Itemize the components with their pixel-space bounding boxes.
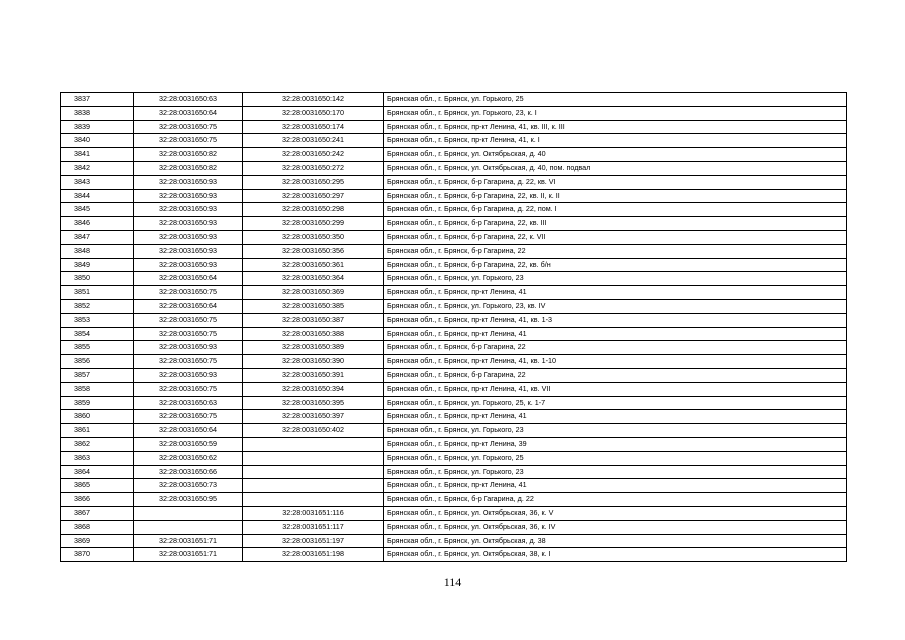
object-cadastral-cell: 32:28:0031650:350	[243, 230, 384, 244]
table-row	[61, 286, 847, 300]
object-cadastral-cell: 32:28:0031650:242	[243, 148, 384, 162]
table-row	[61, 548, 847, 562]
object-cadastral-cell: 32:28:0031651:116	[243, 506, 384, 520]
row-number-cell: 3862	[61, 437, 134, 451]
row-number-cell: 3841	[61, 148, 134, 162]
land-cadastral-cell: 32:28:0031650:93	[134, 341, 243, 355]
row-number-cell: 3866	[61, 493, 134, 507]
land-cadastral-cell: 32:28:0031650:82	[134, 161, 243, 175]
table-row	[61, 355, 847, 369]
address-cell: Брянская обл., г. Брянск, пр-кт Ленина, 41, кв. III, к. III	[384, 120, 847, 134]
object-cadastral-cell: 32:28:0031650:174	[243, 120, 384, 134]
object-cadastral-cell: 32:28:0031650:272	[243, 161, 384, 175]
land-cadastral-cell: 32:28:0031650:75	[134, 355, 243, 369]
object-cadastral-cell: 32:28:0031650:170	[243, 106, 384, 120]
table-row	[61, 396, 847, 410]
land-cadastral-cell: 32:28:0031650:93	[134, 258, 243, 272]
object-cadastral-cell: 32:28:0031650:389	[243, 341, 384, 355]
address-cell: Брянская обл., г. Брянск, пр-кт Ленина, 41	[384, 410, 847, 424]
page-number: 114	[443, 575, 462, 589]
object-cadastral-cell: 32:28:0031650:295	[243, 175, 384, 189]
land-cadastral-cell: 32:28:0031650:64	[134, 424, 243, 438]
table-row	[61, 217, 847, 231]
table-row	[61, 134, 847, 148]
land-cadastral-cell: 32:28:0031650:64	[134, 106, 243, 120]
address-cell: Брянская обл., г. Брянск, б-р Гагарина, 22	[384, 341, 847, 355]
object-cadastral-cell: 32:28:0031650:394	[243, 382, 384, 396]
object-cadastral-cell	[243, 451, 384, 465]
address-cell: Брянская обл., г. Брянск, ул. Октябрьская, д. 40	[384, 148, 847, 162]
land-cadastral-cell	[134, 506, 243, 520]
land-cadastral-cell: 32:28:0031650:62	[134, 451, 243, 465]
row-number-cell: 3837	[61, 93, 134, 107]
row-number-cell: 3846	[61, 217, 134, 231]
object-cadastral-cell: 32:28:0031650:364	[243, 272, 384, 286]
row-number-cell: 3849	[61, 258, 134, 272]
land-cadastral-cell: 32:28:0031650:93	[134, 368, 243, 382]
row-number-cell: 3847	[61, 230, 134, 244]
land-cadastral-cell: 32:28:0031651:71	[134, 534, 243, 548]
address-cell: Брянская обл., г. Брянск, пр-кт Ленина, 41	[384, 479, 847, 493]
row-number-cell: 3865	[61, 479, 134, 493]
object-cadastral-cell	[243, 493, 384, 507]
address-cell: Брянская обл., г. Брянск, ул. Октябрьская, 36, к. V	[384, 506, 847, 520]
row-number-cell: 3858	[61, 382, 134, 396]
address-cell: Брянская обл., г. Брянск, б-р Гагарина, 22, кв. III	[384, 217, 847, 231]
address-cell: Брянская обл., г. Брянск, б-р Гагарина, 22	[384, 368, 847, 382]
row-number-cell: 3848	[61, 244, 134, 258]
land-cadastral-cell: 32:28:0031650:95	[134, 493, 243, 507]
row-number-cell: 3864	[61, 465, 134, 479]
table-row	[61, 244, 847, 258]
address-cell: Брянская обл., г. Брянск, ул. Октябрьская, д. 38	[384, 534, 847, 548]
land-cadastral-cell: 32:28:0031650:93	[134, 175, 243, 189]
object-cadastral-cell: 32:28:0031651:117	[243, 520, 384, 534]
row-number-cell: 3840	[61, 134, 134, 148]
row-number-cell: 3863	[61, 451, 134, 465]
address-cell: Брянская обл., г. Брянск, б-р Гагарина, 22	[384, 244, 847, 258]
table-row	[61, 299, 847, 313]
row-number-cell: 3857	[61, 368, 134, 382]
address-cell: Брянская обл., г. Брянск, ул. Горького, 25	[384, 93, 847, 107]
table-row	[61, 451, 847, 465]
row-number-cell: 3854	[61, 327, 134, 341]
table-row	[61, 148, 847, 162]
table-row	[61, 437, 847, 451]
land-cadastral-cell: 32:28:0031650:64	[134, 299, 243, 313]
address-cell: Брянская обл., г. Брянск, ул. Горького, 23, кв. IV	[384, 299, 847, 313]
row-number-cell: 3852	[61, 299, 134, 313]
address-cell: Брянская обл., г. Брянск, пр-кт Ленина, 41, кв. 1-10	[384, 355, 847, 369]
land-cadastral-cell: 32:28:0031650:75	[134, 313, 243, 327]
row-number-cell: 3850	[61, 272, 134, 286]
row-number-cell: 3853	[61, 313, 134, 327]
object-cadastral-cell: 32:28:0031650:356	[243, 244, 384, 258]
object-cadastral-cell: 32:28:0031650:298	[243, 203, 384, 217]
row-number-cell: 3855	[61, 341, 134, 355]
address-cell: Брянская обл., г. Брянск, пр-кт Ленина, 41, кв. 1-3	[384, 313, 847, 327]
table-row	[61, 410, 847, 424]
row-number-cell: 3856	[61, 355, 134, 369]
object-cadastral-cell: 32:28:0031650:299	[243, 217, 384, 231]
object-cadastral-cell: 32:28:0031650:297	[243, 189, 384, 203]
row-number-cell: 3860	[61, 410, 134, 424]
row-number-cell: 3851	[61, 286, 134, 300]
table-row	[61, 203, 847, 217]
table-row	[61, 120, 847, 134]
object-cadastral-cell: 32:28:0031650:241	[243, 134, 384, 148]
object-cadastral-cell: 32:28:0031650:395	[243, 396, 384, 410]
row-number-cell: 3839	[61, 120, 134, 134]
table-row	[61, 230, 847, 244]
land-cadastral-cell: 32:28:0031650:75	[134, 120, 243, 134]
table-row	[61, 382, 847, 396]
row-number-cell: 3868	[61, 520, 134, 534]
address-cell: Брянская обл., г. Брянск, б-р Гагарина, д. 22, пом. I	[384, 203, 847, 217]
land-cadastral-cell: 32:28:0031650:63	[134, 93, 243, 107]
address-cell: Брянская обл., г. Брянск, пр-кт Ленина, 41	[384, 286, 847, 300]
address-cell: Брянская обл., г. Брянск, б-р Гагарина, 22, кв. б/н	[384, 258, 847, 272]
table-row	[61, 506, 847, 520]
table-row	[61, 368, 847, 382]
address-cell: Брянская обл., г. Брянск, ул. Горького, 23	[384, 465, 847, 479]
land-cadastral-cell	[134, 520, 243, 534]
table-row	[61, 493, 847, 507]
row-number-cell: 3843	[61, 175, 134, 189]
object-cadastral-cell: 32:28:0031651:198	[243, 548, 384, 562]
land-cadastral-cell: 32:28:0031650:93	[134, 244, 243, 258]
land-cadastral-cell: 32:28:0031650:75	[134, 382, 243, 396]
table-row	[61, 258, 847, 272]
table-row	[61, 520, 847, 534]
address-cell: Брянская обл., г. Брянск, ул. Горького, 23	[384, 424, 847, 438]
address-cell: Брянская обл., г. Брянск, б-р Гагарина, 22, кв. II, к. II	[384, 189, 847, 203]
land-cadastral-cell: 32:28:0031650:73	[134, 479, 243, 493]
object-cadastral-cell: 32:28:0031650:402	[243, 424, 384, 438]
table-row	[61, 313, 847, 327]
land-cadastral-cell: 32:28:0031650:64	[134, 272, 243, 286]
land-cadastral-cell: 32:28:0031650:75	[134, 134, 243, 148]
address-cell: Брянская обл., г. Брянск, пр-кт Ленина, 41, кв. VII	[384, 382, 847, 396]
land-cadastral-cell: 32:28:0031650:63	[134, 396, 243, 410]
address-cell: Брянская обл., г. Брянск, б-р Гагарина, д. 22, кв. VI	[384, 175, 847, 189]
object-cadastral-cell	[243, 479, 384, 493]
land-cadastral-cell: 32:28:0031650:75	[134, 410, 243, 424]
address-cell: Брянская обл., г. Брянск, ул. Октябрьская, 38, к. I	[384, 548, 847, 562]
table-row	[61, 327, 847, 341]
land-cadastral-cell: 32:28:0031650:75	[134, 286, 243, 300]
address-cell: Брянская обл., г. Брянск, ул. Октябрьская, д. 40, пом. подвал	[384, 161, 847, 175]
land-cadastral-cell: 32:28:0031651:71	[134, 548, 243, 562]
address-cell: Брянская обл., г. Брянск, пр-кт Ленина, 41	[384, 327, 847, 341]
object-cadastral-cell: 32:28:0031650:387	[243, 313, 384, 327]
land-cadastral-cell: 32:28:0031650:93	[134, 203, 243, 217]
address-cell: Брянская обл., г. Брянск, пр-кт Ленина, 39	[384, 437, 847, 451]
object-cadastral-cell: 32:28:0031650:388	[243, 327, 384, 341]
table-row	[61, 161, 847, 175]
cadastral-table	[60, 92, 847, 562]
row-number-cell: 3870	[61, 548, 134, 562]
object-cadastral-cell: 32:28:0031650:391	[243, 368, 384, 382]
land-cadastral-cell: 32:28:0031650:59	[134, 437, 243, 451]
object-cadastral-cell: 32:28:0031650:361	[243, 258, 384, 272]
object-cadastral-cell: 32:28:0031650:142	[243, 93, 384, 107]
address-cell: Брянская обл., г. Брянск, ул. Горького, 23, к. I	[384, 106, 847, 120]
row-number-cell: 3867	[61, 506, 134, 520]
land-cadastral-cell: 32:28:0031650:66	[134, 465, 243, 479]
object-cadastral-cell: 32:28:0031650:369	[243, 286, 384, 300]
row-number-cell: 3838	[61, 106, 134, 120]
address-cell: Брянская обл., г. Брянск, ул. Горького, 25, к. 1-7	[384, 396, 847, 410]
table-row	[61, 341, 847, 355]
row-number-cell: 3845	[61, 203, 134, 217]
table-row	[61, 465, 847, 479]
table-row	[61, 189, 847, 203]
land-cadastral-cell: 32:28:0031650:75	[134, 327, 243, 341]
object-cadastral-cell	[243, 465, 384, 479]
address-cell: Брянская обл., г. Брянск, б-р Гагарина, д. 22	[384, 493, 847, 507]
land-cadastral-cell: 32:28:0031650:93	[134, 217, 243, 231]
object-cadastral-cell: 32:28:0031651:197	[243, 534, 384, 548]
address-cell: Брянская обл., г. Брянск, б-р Гагарина, 22, к. VII	[384, 230, 847, 244]
row-number-cell: 3842	[61, 161, 134, 175]
address-cell: Брянская обл., г. Брянск, ул. Горького, 25	[384, 451, 847, 465]
land-cadastral-cell: 32:28:0031650:93	[134, 189, 243, 203]
land-cadastral-cell: 32:28:0031650:93	[134, 230, 243, 244]
cadastral-table-body	[61, 93, 847, 562]
object-cadastral-cell	[243, 437, 384, 451]
table-row	[61, 175, 847, 189]
table-row	[61, 424, 847, 438]
table-row	[61, 93, 847, 107]
row-number-cell: 3859	[61, 396, 134, 410]
row-number-cell: 3861	[61, 424, 134, 438]
table-row	[61, 106, 847, 120]
object-cadastral-cell: 32:28:0031650:390	[243, 355, 384, 369]
object-cadastral-cell: 32:28:0031650:397	[243, 410, 384, 424]
land-cadastral-cell: 32:28:0031650:82	[134, 148, 243, 162]
row-number-cell: 3869	[61, 534, 134, 548]
object-cadastral-cell: 32:28:0031650:385	[243, 299, 384, 313]
table-row	[61, 534, 847, 548]
table-row	[61, 272, 847, 286]
address-cell: Брянская обл., г. Брянск, ул. Октябрьская, 36, к. IV	[384, 520, 847, 534]
address-cell: Брянская обл., г. Брянск, пр-кт Ленина, 41, к. I	[384, 134, 847, 148]
address-cell: Брянская обл., г. Брянск, ул. Горького, 23	[384, 272, 847, 286]
table-row	[61, 479, 847, 493]
row-number-cell: 3844	[61, 189, 134, 203]
